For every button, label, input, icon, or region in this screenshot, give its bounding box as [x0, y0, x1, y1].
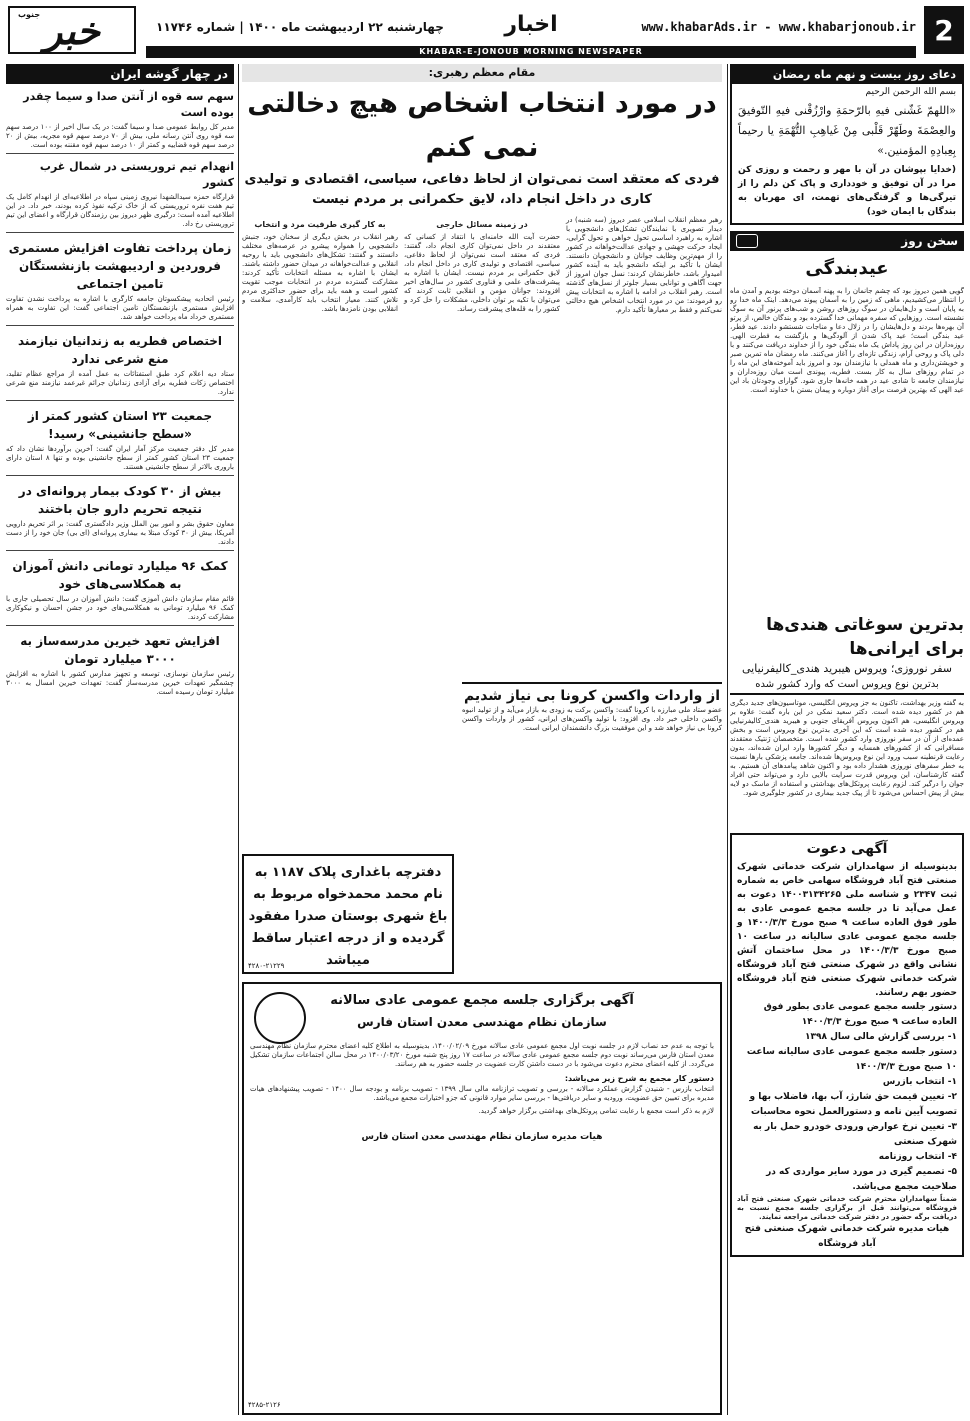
ad-nezam-agenda-title: دستور کار مجمع به شرح زیر می‌باشد: — [564, 1074, 714, 1083]
sokhan-title-text: سخن روز — [901, 234, 958, 248]
news-headline: انهدام تیم تروریستی در شمال غرب کشور — [39, 160, 234, 189]
ad-nezam-organization: سازمان نظام مهندسی معدن استان فارس — [357, 1015, 607, 1029]
page-number: 2 — [924, 6, 964, 54]
ad-davat-agenda-item: ۲- تعیین قیمت حق شارژ، آب بها، فاضلاب بها و تصویب آیین نامه و دستورالعمل نحوه محاسبات — [749, 1092, 957, 1117]
organization-logo-icon — [254, 992, 306, 1044]
news-divider — [6, 153, 234, 154]
newspaper-logo — [8, 6, 136, 54]
ad-davat-footer: ضمناً سهامداران محترم شرکت خدماتی شهرک صنعتی فتح آباد فروشگاه می‌توانند قبل از برگزاری جلسه مجمع نسبت به دریافت برگه حضور در دفتر شرکت خدماتی مراجعه نمایند. — [737, 1195, 957, 1221]
vaccine-news — [462, 682, 722, 733]
headline-kicker: مقام معظم رهبری: — [242, 64, 722, 82]
article-column — [566, 216, 722, 678]
ad-davat-signature: هیات مدیره شرکت خدماتی شهرک صنعتی فتح آباد فروشگاه — [744, 1224, 950, 1249]
sokhan-text: گویی همین دیروز بود که چشم جانمان را به پهنه آسمان دوخته بودیم و آمدن ماه را انتظار می‌کشیدیم، ماهی که زمین را به آسمان پیوند می‌دهد. اینک ماه خدا رو به پایان است و دل‌هایمان در سوگ روزهای روشن و شب‌های پرنور آن به سوگ نشسته است. روزهایی که سفره مهمانی خدا گسترده بود و بندگان خالص، از پرتو آن بهره‌ها بردند و دل‌هایشان را در زلال دعا و مناجات شستشو دادند. عید فطر، عید بندگی است؛ عید پاک شدن از آلودگی‌ها و بازگشت به فطرت الهی. روزه‌داران در این روز پاداش یک ماه بندگی خود را از خداوند دریافت می‌کنند و با دلی پاک و روحی آرام، زندگی تازه‌ای را آغاز می‌کنند. ماه رمضان ماه تمرین صبر و خویشتن‌داری و ماه همدلی با نیازمندان بود و امروز باید آموخته‌های این ماه را در تمام روزهای سال به کار بست. فطریه، پیوندی است میان روزه‌داران و نیازمندان جامعه تا شادی عید در همه خانه‌ها جاری شود. گوارای وجودتان باد این عید الهی که بهترین فرصت برای آغاز دوباره و پیمان بستن با خداوند است. — [730, 287, 964, 394]
ad-davat-agenda-item: ۴- انتخاب روزنامه — [878, 1152, 957, 1162]
ad-davat-agenda-item: ۳- تعیین نرخ عوارض ورودی خودرو حمل بار به شهرک صنعتی — [753, 1122, 957, 1147]
news-text: مدیر کل روابط عمومی صدا و سیما گفت: در یک سال اخیر از ۱۰۰ درصد سهم سه قوه روی آنتن رسانه ملی، بیش از ۷۰ درصد سهم قوه مجریه، بیش از ۲۰ درصد سهم قوه قضاییه و کمتر از ۱۰ درصد سهم قوه مقننه بوده است. — [6, 123, 234, 149]
column-divider — [727, 64, 728, 1415]
article-paragraph: رهبر انقلاب در بخش دیگری از سخنان خود، جنبش دانشجویی را همواره پیشرو در عرصه‌های مختلف دانستند و گفتند: تشکل‌های دانشجویی باید با روحیه انقلابی و عدالت‌خواهانه در میدان حضور داشته باشند. ایشان با اشاره به مسئله انتخابات تأکید کردند: مشارکت گسترده مردم در انتخابات موجب تقویت کشور است و همه باید برای حضور حداکثری مردم تلاش کنند. معیار انتخاب باید کارآمدی، سلامت و انقلابی بودن نامزدها باشد. — [242, 233, 398, 313]
news-headline: اختصاص فطریه به زندانیان نیازمند منع شرعی ندارد — [17, 334, 223, 366]
vaccine-headline: از واردات واکسن کرونا بی نیاز شدیم — [463, 688, 721, 704]
ad-nezam-agenda: انتخاب بازرس - شنیدن گزارش عملکرد سالانه - بررسی و تصویب ترازنامه مالی سال ۱۳۹۹ - تصویب برنامه و بودجه سال ۱۴۰۰ - تصویب پیشنهادهای هیات مدیره برای تعیین حق عضویت، ورودیه و سایر دریافتی‌ها - بررسی سایر موارد قانونی که جزو اختیارات مجمع می‌باشد. — [250, 1085, 715, 1102]
ad-davat-agenda-item: دستور جلسه مجمع عمومی عادی بطور فوق العاده ساعت ۹ صبح مورخ ۱۴۰۰/۳/۳ — [763, 1002, 957, 1027]
article-subheading: در زمینه مسائل خارجی — [436, 220, 528, 229]
sokhan-ruz-title — [730, 231, 964, 251]
pen-icon — [736, 234, 758, 248]
news-headline: افزایش تعهد خیرین مدرسه‌ساز به ۳۰۰۰ میلیارد تومان — [20, 634, 220, 666]
news-text: مدیر کل دفتر جمعیت مرکز آمار ایران گفت: آخرین برآوردها نشان داد که جمعیت ۲۳ استان کشور کمتر از سطح جانشینی بوده و تنها ۸ استان دارای باروری بالاتر از سطح جانشینی هستند. — [6, 445, 234, 471]
news-headline: سهم سه قوه از آنتن صدا و سیما چقدر بوده است — [23, 90, 234, 119]
vaccine-text: عضو ستاد ملی مبارزه با کرونا گفت: واکسن برکت به زودی به بازار می‌آید و از تولید انبوه واکسن داخلی خبر داد. وی افزود: با تولید واکسن‌های ایرانی، کشور از واردات واکسن کرونا بی نیاز خواهد شد و این موفقیت بزرگ دانشمندان ایرانی است. — [462, 706, 722, 732]
ad-davat-agenda-item: ۱- بررسی گزارش مالی سال ۱۳۹۸ — [805, 1032, 957, 1042]
travel-text: به گفته وزیر بهداشت، تاکنون به جز ویروس انگلیسی، موتاسیون‌های جدید دیگری هم در کشور دیده شده است. دکتر سعید نمکی در این باره گفت: علاوه بر ویروس انگلیسی، هم اکنون ویروس آفریقای جنوبی و هیبرید هندی_کالیفرنیایی هم در کشور دیده شده است که این آخری بدترین نوع ویروس است و بخش عمده‌ای از آن در سفر نوروزی وارد کشور شده است. متخصصان ژنتیک معتقدند مسافرانی که از کشورهای همسایه و دیگر کشورها وارد ایران شده‌اند، بدون رعایت قرنطینه سبب ورود این نوع ویروس‌ها شده‌اند. جامعه پزشکی بارها نسبت به خطر سفرهای نوروزی هشدار داده بود و اکنون شاهد پیامدهای آن هستیم. به گفته کارشناسان، این ویروس قدرت سرایت بالایی دارد و می‌تواند حتی افراد جوان را درگیر کند. لزوم رعایت پروتکل‌های بهداشتی و استفاده از ماسک دو لایه بیش از پیش احساس می‌شود تا از پیک جدید بیماری در کشور جلوگیری شود. — [730, 699, 964, 797]
ad-nezam-body: با توجه به عدم حد نصاب لازم در جلسه نوبت اول مجمع عمومی عادی سالانه مورخ ۱۴۰۰/۰۲/۰۹، بدینوسیله به اطلاع کلیه اعضای محترم سازمان نظام مهندسی معدن استان فارس می‌رساند نوبت دوم جلسه مجمع عمومی عادی سالانه در ساعت ۱۷ روز پنج شنبه مورخ ۱۴۰۰/۰۳/۲۰ در محل سالن اجتماعات سازمان تشکیل می‌گردد. از کلیه اعضای محترم دعوت می‌شود با در دست داشتن کارت عضویت در جلسه حضور به هم رسانند. — [250, 1042, 714, 1068]
news-headline: بیش از ۳۰ کودک بیمار پروانه‌ای در نتیجه تحریم دارو جان باختند — [18, 484, 222, 516]
article-subheading: به کار گیری طرفیت مرد و انتخاب — [254, 220, 386, 229]
article-paragraph: حضرت آیت الله خامنه‌ای با انتقاد از کسانی که معتقدند در داخل نمی‌توان کاری انجام داد، گفتند: فردی که معتقد است نمی‌توان از لحاظ دفاعی، سیاسی، اقتصادی و تولیدی کاری در داخل انجام داد، لایق حکمرانی بر مردم نیست. ایشان با اشاره به پیشرفت‌های علمی و فناوری کشور در سال‌های اخیر افزودند: جوانان مؤمن و انقلابی ثابت کردند که می‌توان با تکیه بر توان داخلی، مشکلات را حل کرد و کشور را به قله‌های پیشرفت رساند. — [404, 233, 560, 313]
notice-text: دفترچه باغداری پلاک ۱۱۸۷ به نام محمد محمدخواه مربوط به باغ شهری بوستان صدرا مفقود گردیده و از درجه اعتبار ساقط میباشد — [248, 865, 448, 968]
lost-document-notice — [242, 854, 454, 974]
ad-davat-agenda-item: ۵- تصمیم گیری در مورد سایر مواردی که در صلاحیت مجمع می‌باشد. — [766, 1167, 957, 1192]
article-body — [242, 216, 722, 678]
right-column — [730, 64, 964, 1415]
center-column — [242, 64, 722, 1415]
news-divider — [6, 475, 234, 476]
news-headline: زمان پرداخت تفاوت افزایش مستمری فروردین و اردیبهشت بازنشستگان تامین اجتماعی — [8, 241, 232, 291]
news-divider — [6, 550, 234, 551]
left-column — [6, 64, 234, 1415]
article-column — [404, 216, 560, 678]
article-column — [242, 216, 398, 678]
ad-nezam-box — [242, 982, 722, 1415]
header-strip: KHABAR-E-JONOUB MORNING NEWSPAPER — [146, 46, 916, 58]
news-divider — [6, 400, 234, 401]
ad-davat-box — [730, 833, 964, 1257]
notice-code: ۴۲۸۰-۲۱۲۲۹ — [248, 962, 285, 970]
ad-davat-agenda-item: ۱- انتخاب بازرس — [882, 1077, 957, 1087]
main-subtitle: فردی که معتقد است نمی‌توان از لحاظ دفاعی، سیاسی، اقتصادی و تولیدی کاری در داخل انجام داد، لایق حکمرانی بر مردم نیست — [244, 172, 720, 207]
prayer-box — [730, 64, 964, 225]
logo-subtext: جنوب — [18, 10, 41, 19]
article-paragraph: رهبر معظم انقلاب اسلامی عصر دیروز (سه شنبه) در دیدار تصویری با نمایندگان تشکل‌های دانشجویی با اشاره به راهبرد اساسی تحول خواهی و تحول گرایی، ایجاد حرکت جهشی و جهادی عدالت‌خواهانه در کشور را از مهم‌ترین وظایف جوانان و دانشجویان دانستند. ایشان با تأکید بر اینکه دانشجو باید به آینده کشور امیدوار باشد، خاطرنشان کردند: نسل جوان امروز از جهت آگاهی و توانایی بسیار جلوتر از نسل‌های گذشته است. رهبر انقلاب در ادامه با اشاره به انتخابات پیش رو فرمودند: من در مورد انتخاب اشخاص هیچ دخالتی نمی‌کنم و فقط بر معیارها تأکید دارم. — [566, 216, 722, 314]
column-divider — [238, 64, 239, 1415]
news-text: رئیس سازمان نوسازی، توسعه و تجهیز مدارس کشور با اشاره به افزایش چشمگیر تعهدات خیرین مدرسه‌ساز گفت: تعهدات خیرین امسال به ۳۰۰۰ میلیارد تومان رسیده است. — [6, 670, 234, 696]
section-title: اخبار — [504, 12, 558, 37]
ad-nezam-signature: هیات مدیره سازمان نظام مهندسی معدن استان فارس — [361, 1132, 603, 1142]
news-text: قائم مقام سازمان دانش آموزی گفت: دانش آموزان در سال تحصیلی جاری با کمک ۹۶ میلیارد تومانی به همکلاسی‌های خود در جشن احسان و نیکوکاری مشارکت کردند. — [6, 595, 234, 621]
news-divider — [6, 232, 234, 233]
prayer-title: دعای روز بیست و نهم ماه رمضان — [732, 66, 962, 84]
page-header — [6, 6, 964, 58]
sokhan-headline: عیدبندگی — [805, 258, 889, 279]
travel-headline: بدترین سوغاتی هندی‌ها برای ایرانی‌ها — [766, 615, 964, 659]
ad-davat-body: بدینوسیله از سهامداران شرکت خدماتی شهرک صنعتی فتح آباد فروشگاه سهامی خاص به شماره ثبت ۲۳۴۷ و شناسه ملی ۱۴۰۰۳۱۳۴۲۶۵ دعوت به عمل می‌آید تا در جلسه مجمع عمومی عادی به طور فوق العاده ساعت ۹ صبح مورخ ۱۴۰۰/۳/۳ و جلسه مجمع عمومی عادی سالیانه در ساعت ۱۰ صبح مورخ ۱۴۰۰/۳/۳ در محل ساختمان آتش نشانی واقع در شهرک صنعتی فتح آباد فروشگاه شرکت خدماتی شهرک صنعتی فتح آباد فروشگاه حضور بهم رسانند. — [737, 862, 957, 998]
prayer-translation: (خدایا بپوشان در آن با مهر و رحمت و روزی کن مرا در آن توفیق و خودداری و پاک کن دلم را از تیرگی‌ها و گرفتگی‌های تهمت، ای مهربان به بندگان با ایمان خود) — [738, 165, 956, 217]
news-divider — [6, 625, 234, 626]
news-divider — [6, 325, 234, 326]
ad-nezam-note: لازم به ذکر است مجمع با رعایت تمامی پروتکل‌های بهداشتی برگزار خواهد گردید. — [478, 1107, 714, 1115]
ad-nezam-title: آگهی برگزاری جلسه مجمع عمومی عادی سالانه — [330, 993, 634, 1008]
left-column-title: در چهار گوشه ایران — [6, 64, 234, 84]
travel-subheading-2: بدترین نوع ویروس است که وارد کشور شده — [730, 677, 964, 695]
prayer-basmala: بسم الله الرحمن الرحیم — [865, 87, 956, 97]
ad-nezam-code: ۴۲۸۵-۲۱۲۶ — [248, 1401, 281, 1409]
ad-davat-title: آگهی دعوت — [806, 841, 888, 857]
travel-subheading: سفر نوروزی؛ ویروس هیبرید هندی_کالیفرنیایی — [741, 662, 952, 675]
news-headline: کمک ۹۶ میلیارد تومانی دانش آموزان به همکلاسی‌های خود — [12, 559, 228, 591]
logo-text: خبر — [44, 7, 100, 53]
news-text: ستاد دیه اعلام کرد طبق استفتائات به عمل آمده از مراجع عظام تقلید، اختصاص زکات فطریه برای آزادی زندانیان جرائم غیرعمد نیازمند منع شرعی ندارد. — [6, 370, 234, 396]
issue-date: چهارشنبه ۲۲ اردیبهشت ماه ۱۴۰۰ | شماره ۱۱۷۴۶ — [156, 20, 444, 34]
header-websites[interactable]: www.khabarAds.ir - www.khabarjonoub.ir — [641, 20, 916, 34]
prayer-arabic: «اللهمّ غَشّنی فیهِ بالرّحمَةِ وارْزُقْنی فیهِ التّوفیقَ والعِصْمَةَ وطَهّرْ قَلْبی مِنْ غَیاهِبِ التُّهْمَةِ یا رحیماً بِعِبادِهِ المؤمنین.» — [738, 104, 956, 157]
news-text: قرارگاه حمزه سیدالشهدا نیروی زمینی سپاه در اطلاعیه‌ای از انهدام کامل یک تیم هفت نفره تروریستی که از خاک ترکیه نفوذ کرده بودند، خبر داد. در این اطلاعیه آمده است: درگیری ظهر دیروز بین رزمندگان قرارگاه و اعضای این تیم تروریستی رخ داد. — [6, 193, 234, 228]
main-headline: در مورد انتخاب اشخاص هیچ دخالتی نمی کنم — [247, 88, 717, 163]
news-headline: جمعیت ۲۳ استان کشور کمتر از «سطح جانشینی» رسید! — [27, 409, 213, 441]
news-text: رئیس اتحادیه پیشکسوتان جامعه کارگری با اشاره به پرداخت نشدن تفاوت افزایش مستمری بازنشستگان تامین اجتماعی گفت: این تفاوت به همراه مستمری خرداد ماه پرداخت خواهد شد. — [6, 295, 234, 321]
ad-davat-agenda-item: دستور جلسه مجمع عمومی عادی سالیانه ساعت ۱۰ صبح مورخ ۱۴۰۰/۳/۳ — [746, 1047, 957, 1072]
news-text: معاون حقوق بشر و امور بین الملل وزیر دادگستری گفت: بر اثر تحریم دارویی آمریکا، بیش از ۳۰ کودک مبتلا به بیماری پروانه‌ای (ای بی) جان خود را از دست دادند. — [6, 520, 234, 546]
